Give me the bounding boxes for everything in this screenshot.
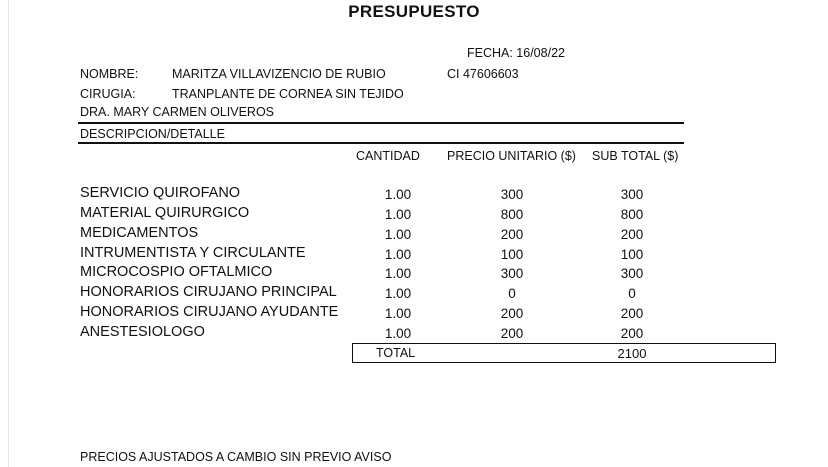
item-quantity: 1.00 xyxy=(384,286,412,301)
date-label: FECHA: 16/08/22 xyxy=(467,46,565,60)
item-quantity: 1.00 xyxy=(384,227,412,242)
item-description: HONORARIOS CIRUJANO PRINCIPAL xyxy=(80,284,337,300)
item-quantity: 1.00 xyxy=(384,187,412,202)
item-description: MATERIAL QUIRURGICO xyxy=(80,205,250,221)
header-rule-bottom xyxy=(78,142,684,144)
total-box xyxy=(352,343,776,363)
item-subtotal: 0 xyxy=(628,286,636,301)
item-description: INTRUMENTISTA Y CIRCULANTE xyxy=(80,245,306,261)
surgery-label: CIRUGIA: xyxy=(80,87,136,101)
item-unit-price: 300 xyxy=(500,187,524,202)
item-description: MICROCOSPIO OFTALMICO xyxy=(80,264,273,280)
item-subtotal: 200 xyxy=(620,227,644,242)
item-subtotal: 300 xyxy=(620,266,644,281)
item-unit-price: 0 xyxy=(508,286,516,301)
item-subtotal: 300 xyxy=(620,187,644,202)
header-rule-top xyxy=(78,122,684,124)
footer-note: PRECIOS AJUSTADOS A CAMBIO SIN PREVIO AVISO xyxy=(80,450,392,464)
column-header-subtotal: SUB TOTAL ($) xyxy=(592,149,679,163)
item-quantity: 1.00 xyxy=(384,247,412,262)
patient-name: MARITZA VILLAVIZENCIO DE RUBIO xyxy=(172,67,386,81)
doctor-name: DRA. MARY CARMEN OLIVEROS xyxy=(80,105,275,119)
item-subtotal: 200 xyxy=(620,326,644,341)
section-label: DESCRIPCION/DETALLE xyxy=(80,127,225,141)
page-left-edge xyxy=(8,0,9,467)
item-subtotal: 800 xyxy=(620,207,644,222)
patient-ci: CI 47606603 xyxy=(447,67,519,81)
item-subtotal: 200 xyxy=(620,306,644,321)
item-unit-price: 200 xyxy=(500,306,524,321)
surgery-value: TRANPLANTE DE CORNEA SIN TEJIDO xyxy=(172,87,404,101)
item-unit-price: 300 xyxy=(500,266,524,281)
item-unit-price: 800 xyxy=(500,207,524,222)
name-label: NOMBRE: xyxy=(80,67,139,81)
item-subtotal: 100 xyxy=(620,247,644,262)
item-unit-price: 200 xyxy=(500,227,524,242)
document-title: PRESUPUESTO xyxy=(348,2,480,21)
total-label: TOTAL xyxy=(376,346,416,360)
item-description: SERVICIO QUIROFANO xyxy=(80,185,241,201)
item-description: MEDICAMENTOS xyxy=(80,225,199,241)
item-quantity: 1.00 xyxy=(384,266,412,281)
column-header-cantidad: CANTIDAD xyxy=(356,149,420,163)
total-value: 2100 xyxy=(617,346,647,361)
item-unit-price: 100 xyxy=(500,247,524,262)
item-unit-price: 200 xyxy=(500,326,524,341)
item-quantity: 1.00 xyxy=(384,326,412,341)
item-description: ANESTESIOLOGO xyxy=(80,324,205,340)
item-quantity: 1.00 xyxy=(384,207,412,222)
item-quantity: 1.00 xyxy=(384,306,412,321)
item-description: HONORARIOS CIRUJANO AYUDANTE xyxy=(80,304,339,320)
column-header-precio: PRECIO UNITARIO ($) xyxy=(447,149,576,163)
